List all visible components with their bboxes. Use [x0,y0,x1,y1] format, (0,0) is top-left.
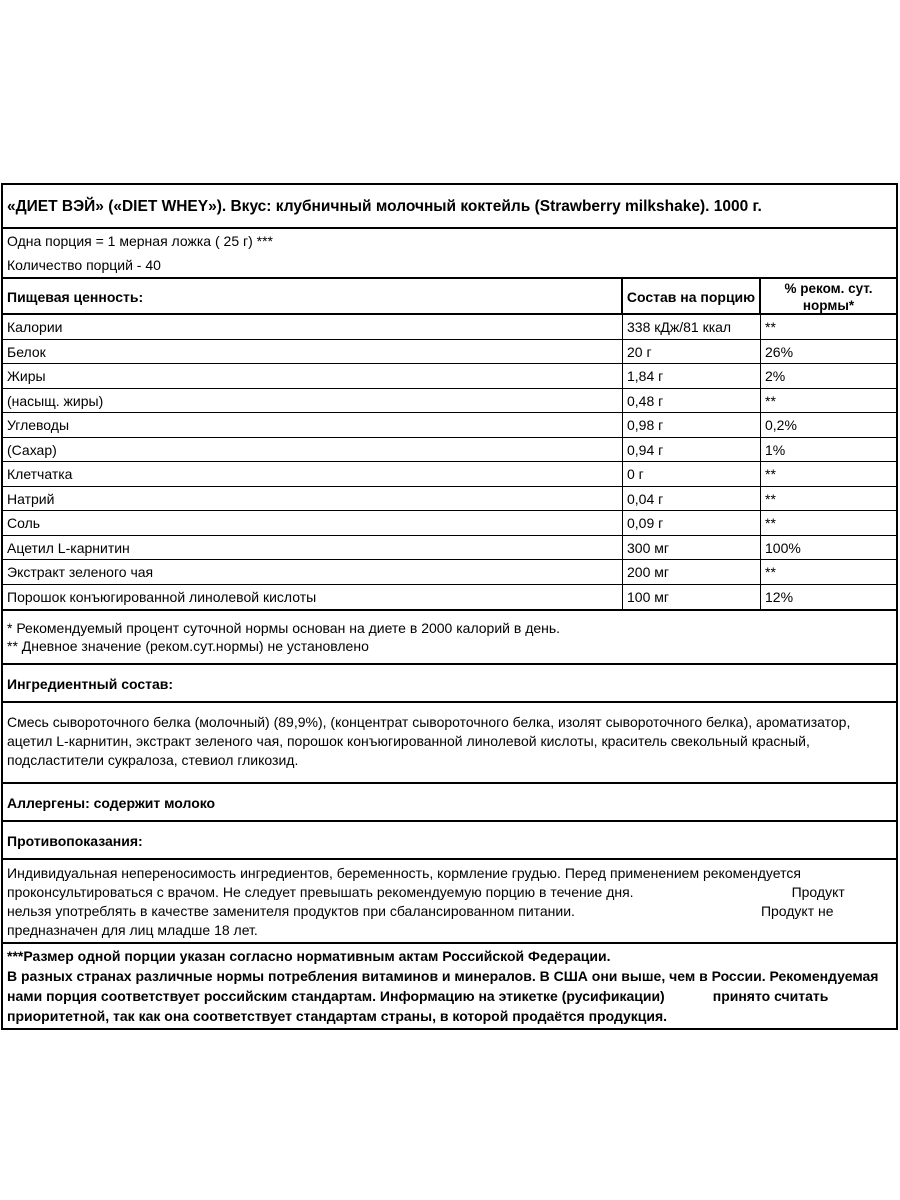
table-header [3,279,896,315]
nutrient-per-serving: 20 г [623,340,761,364]
header-per-serving: Состав на порцию [623,279,761,313]
table-row [3,315,896,340]
nutrition-table-body [3,315,896,611]
table-row [3,560,896,585]
product-title: «ДИЕТ ВЭЙ» («DIET WHEY»). Вкус: клубничный молочный коктейль (Strawberry milkshake). 1000 г. [3,185,896,229]
nutrient-daily: ** [765,490,776,507]
disclaimer-line: В разных странах различные нормы потребления витаминов и минералов. В США они выше, чем в России. Рекомендуемая [7,968,879,984]
nutrient-per-serving: 200 мг [623,560,761,584]
ingredients-text [3,703,896,784]
contraindications-line-part: проконсультироваться с врачом. Не следует превышать рекомендуемую порцию в течение дня. [7,884,634,900]
table-row [3,413,896,438]
contraindications-line: Индивидуальная непереносимость ингредиентов, беременность, кормление грудью. Перед применением рекомендуется [7,865,801,881]
contraindications-heading: Противопоказания: [3,822,896,860]
servings-count: Количество порций - 40 [7,257,161,273]
nutrient-per-serving: 100 мг [623,585,761,610]
nutrient-name: Натрий [3,487,623,511]
contraindications-line-part: Продукт не [760,903,834,919]
nutrient-per-serving: 1,84 г [623,364,761,388]
table-row [3,487,896,512]
serving-size: Одна порция = 1 мерная ложка ( 25 г) *** [7,233,273,249]
ingredients-line: Смесь сывороточного белка (молочный) (89,9%), (концентрат сывороточного белка, изолят сывороточного белка), ароматизатор, [7,714,851,730]
table-row [3,585,896,610]
disclaimer-line-part: нами порция соответствует российским стандартам. Информацию на этикетке (русификации) [7,988,665,1004]
nutrient-per-serving: 0,94 г [623,438,761,462]
nutrient-daily: 12% [765,588,794,605]
serving-info [3,229,896,279]
table-row [3,536,896,561]
nutrient-name: Клетчатка [3,462,623,486]
contraindications-line: предназначен для лиц младше 18 лет. [7,922,258,938]
nutrient-daily: 100% [765,539,801,556]
table-row [3,511,896,536]
nutrient-per-serving: 338 кДж/81 ккал [623,315,761,339]
nutrient-per-serving: 300 мг [623,536,761,560]
disclaimer-line [7,986,892,1006]
nutrient-name: Соль [3,511,623,535]
contraindications-text [3,860,896,944]
contraindications-line-part: Продукт [791,884,845,900]
table-row [3,364,896,389]
contraindications-line [7,902,892,921]
nutrient-per-serving: 0,04 г [623,487,761,511]
nutrient-name: Экстракт зеленого чая [3,560,623,584]
nutrient-name: (Сахар) [3,438,623,462]
header-daily-line2: нормы* [802,298,855,313]
footnote-not-established: ** Дневное значение (реком.сут.нормы) не установлено [7,638,369,654]
nutrient-daily: ** [765,392,776,409]
footnote-daily-percent: * Рекомендуемый процент суточной нормы основан на диете в 2000 калорий в день. [7,620,561,636]
nutrient-per-serving: 0 г [623,462,761,486]
nutrient-daily: ** [765,515,776,531]
footnotes [3,611,896,665]
nutrient-name: (насыщ. жиры) [3,389,623,413]
contraindications-line [7,883,892,902]
table-row [3,340,896,365]
nutrition-label [1,183,898,1030]
header-nutrition: Пищевая ценность: [3,279,623,313]
allergens: Аллергены: содержит молоко [3,784,896,822]
table-row [3,462,896,487]
header-daily-value [761,279,896,313]
nutrient-daily: 0,2% [765,417,797,433]
serving-disclaimer [3,944,896,1028]
nutrient-daily: ** [765,466,776,482]
nutrient-daily: ** [765,564,776,580]
nutrient-name: Белок [3,340,623,364]
table-row [3,389,896,414]
table-row [3,438,896,463]
disclaimer-line: приоритетной, так как она соответствует стандартам страны, в которой продаётся продукция. [7,1008,668,1024]
nutrient-daily: 26% [765,343,794,360]
ingredients-line: подсластители сукралоза, стевиол гликозид. [7,752,299,768]
nutrient-name: Жиры [3,364,623,388]
nutrient-name: Порошок конъюгированной линолевой кислоты [3,585,623,610]
nutrient-per-serving: 0,09 г [623,511,761,535]
ingredients-heading: Ингредиентный состав: [3,665,896,703]
nutrient-name: Калории [3,315,623,339]
disclaimer-line-part: принято считать [712,988,829,1004]
disclaimer-line: ***Размер одной порции указан согласно нормативным актам Российской Федерации. [7,948,611,964]
nutrient-per-serving: 0,48 г [623,389,761,413]
ingredients-line: ацетил L-карнитин, экстракт зеленого чая, порошок конъюгированной линолевой кислоты, краситель свекольный красный, [7,733,810,749]
header-daily-line1: % реком. сут. [784,281,873,296]
nutrient-daily: 1% [765,441,786,458]
nutrient-daily: 2% [765,368,786,384]
nutrient-name: Ацетил L-карнитин [3,536,623,560]
nutrient-daily: ** [765,319,776,335]
nutrient-per-serving: 0,98 г [623,413,761,437]
contraindications-line-part: нельзя употреблять в качестве заменителя продуктов при сбалансированном питании. [7,903,575,919]
nutrient-name: Углеводы [3,413,623,437]
